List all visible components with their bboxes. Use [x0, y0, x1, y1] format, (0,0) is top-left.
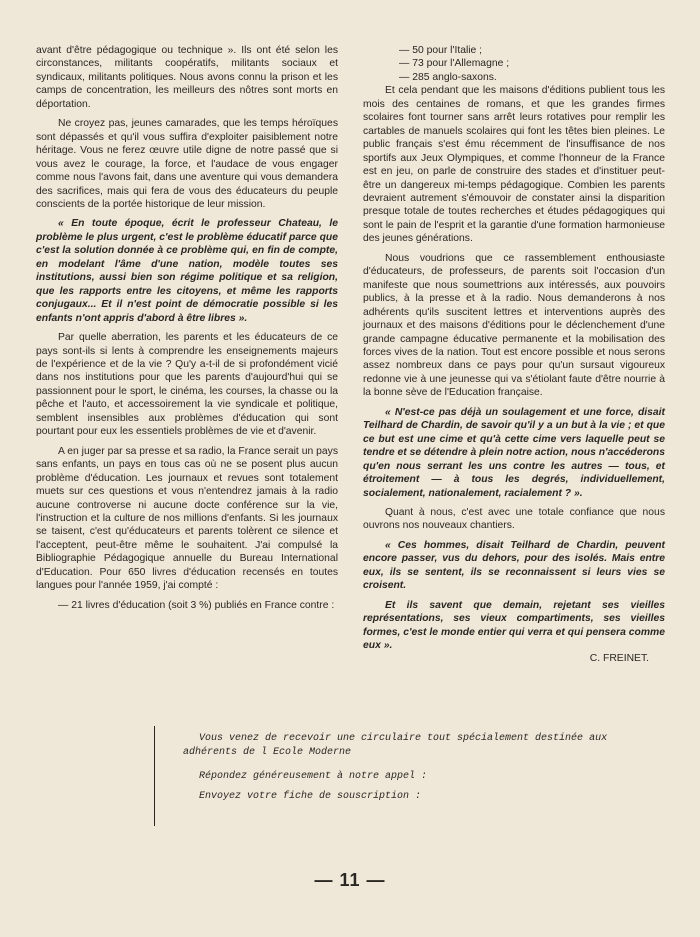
- left-column: [36, 44, 338, 612]
- paragraph: Ne croyez pas, jeunes camarades, que les temps héroïques sont dépassés et qu'il vous suffira d'exploiter paisiblement notre héritage. Vous ne ferez œuvre utile digne de notre passé que si vous avez le courage, la force, et l'audace de vous engager comme nous l'avons fait, dans une aventure qui vous demandera des sacrifices, mais qui fera de vous des éducateurs du peuple conscients de la portée historique de leur mission.: [36, 118, 338, 210]
- notice-line: adhérents de l Ecole Moderne: [183, 747, 352, 758]
- list-item: — 50 pour l'Italie ;: [399, 45, 483, 56]
- list-item: — 73 pour l'Allemagne ;: [399, 58, 510, 70]
- quote-paragraph: « En toute époque, écrit le professeur Chateau, le problème le plus urgent, c'est le problème éducatif parce que c'est la solution donnée à ce problème qui, en fin de compte, en modelant l'âme d'une nation, modèle toutes ses institutions, aussi bien son régime politique et sa religion, que les rapports entre les citoyens, et même les rapports conjugaux... Et il n'est point de démocratie possible si les enfants n'ont appris d'abord à être libres ».: [36, 218, 338, 324]
- list-item: — 285 anglo-saxons.: [399, 71, 497, 83]
- quote-paragraph: Et ils savent que demain, rejetant ses vieilles représentations, ses vieux compartiments, ses vieilles formes, c'est le monde entier qui verra et qui pensera comme eux ».: [363, 599, 665, 652]
- paragraph: Par quelle aberration, les parents et les éducateurs de ce pays sont-ils si lents à comprendre les enseignements majeurs de l'expérience et de la vie ? Qu'y a-t-il de si profondément vicié dans nos institutions pour que les parents d'aujourd'hui qui se passionnent pour le sport, le cinéma, les courses, la chasse ou la pêche et l'auto, et accessoirement la vie syndicale et politique, semblent insensibles aux problèmes d'éducation qui sont pourtant pour eux les essentiels problèmes de vie et d'avenir.: [36, 332, 338, 438]
- paragraph: A en juger par sa presse et sa radio, la France serait un pays sans enfants, un pays en tous cas où ne se posent plus aucun problème d'éducation. Les journaux et revues sont totalement muets sur ces questions et vous n'entendrez jamais à la radio aucune controverse ni aucune docte conférence sur la vie, l'instruction et la culture de nos millions d'enfants. Si les journaux se taisent, c'est qu'éducateurs et parents tolèrent ce silence et l'acceptent, peut-être même le souhaitent. J'ai compulsé la Bibliographie Pédagogique annuelle du Bureau International d'Education. Pour 650 livres d'éducation recensés en toutes langues pour l'année 1959, j'ai compté :: [36, 445, 338, 592]
- quote-paragraph: « N'est-ce pas déjà un soulagement et une force, disait Teilhard de Chardin, de savoir qu'il y a un but à la vie ; et que ce but est une cime et qu'à cette cime vers laquelle peut se tendre et se détendre à plein notre action, nous n'accéderons qu'en nous serrant les uns contre les autres — tous, et étroitement — à tous les degrés, individuellement, socialement, nationalement, racialement ? ».: [363, 406, 665, 499]
- statistics-list: [363, 44, 665, 84]
- paragraph: Quant à nous, c'est avec une totale confiance que nous ouvrons nos nouveaux chantiers.: [363, 506, 665, 532]
- notice-line: Envoyez votre fiche de souscription :: [199, 791, 422, 802]
- paragraph: — 21 livres d'éducation (soit 3 %) publiés en France contre :: [58, 599, 335, 611]
- right-column: [363, 44, 665, 666]
- quote-paragraph: « Ces hommes, disait Teilhard de Chardin, peuvent encore passer, vus du dehors, pour des isolés. Mais entre eux, ils se sentent, ils se reconnaissent si leurs vies se croisent.: [363, 539, 665, 592]
- paragraph: Nous voudrions que ce rassemblement enthousiaste d'éducateurs, de professeurs, de parents soit l'occasion d'un manifeste que nous soumettrions aux intéressés, aux pouvoirs publics, à la presse et à la radio. Nous demanderons à nos adhérents qu'ils suscitent lettres et interventions auprès des journaux et des maisons d'éditions pour le déclenchement d'une grande campagne éducative permanente et la mobilisation des forces vives de la nation. Tout est encore possible et nous serons assez nombreux dans ce pays pour qu'un sursaut vigoureux redonne vie à une jeunesse qui va s'étiolant faute d'être nourrie à la bonne sève de l'Education française.: [363, 252, 665, 399]
- notice-box: [154, 726, 655, 826]
- author-signature: C. FREINET.: [589, 653, 649, 665]
- page-number: — 11 —: [314, 870, 386, 890]
- paragraph: avant d'être pédagogique ou technique ». Ils ont été selon les circonstances, militants coopératifs, militants sociaux et syndicaux, militants politiques. Nous avons connu la prison et les camps de concentration, les meilleurs des nôtres sont morts en déportation.: [36, 45, 338, 110]
- notice-line: Vous venez de recevoir une circulaire tout spécialement destinée aux: [199, 733, 608, 744]
- paragraph: Et cela pendant que les maisons d'éditions publient tous les mois des centaines de romans, et que les grandes firmes scolaires font tourner sans arrêt leurs rotatives pour remplir les cartables de manuels scolaires qui font les têtes bien pleines. Le public français s'est ému récemment de l'insuffisance de nos sportifs aux Jeux Olympiques, et comme l'honneur de la France est en jeu, on parle de construire des stades et d'instituer peut-être un dangereux mi-temps pédagogique. Combien les parents devraient autrement s'émouvoir de constater ainsi la disparition presque totale de toutes recherches et études pédagogiques qui sont le pain de l'esprit et la garantie d'une formation harmonieuse des jeunes générations.: [363, 85, 665, 245]
- notice-line: Répondez généreusement à notre appel :: [199, 771, 428, 782]
